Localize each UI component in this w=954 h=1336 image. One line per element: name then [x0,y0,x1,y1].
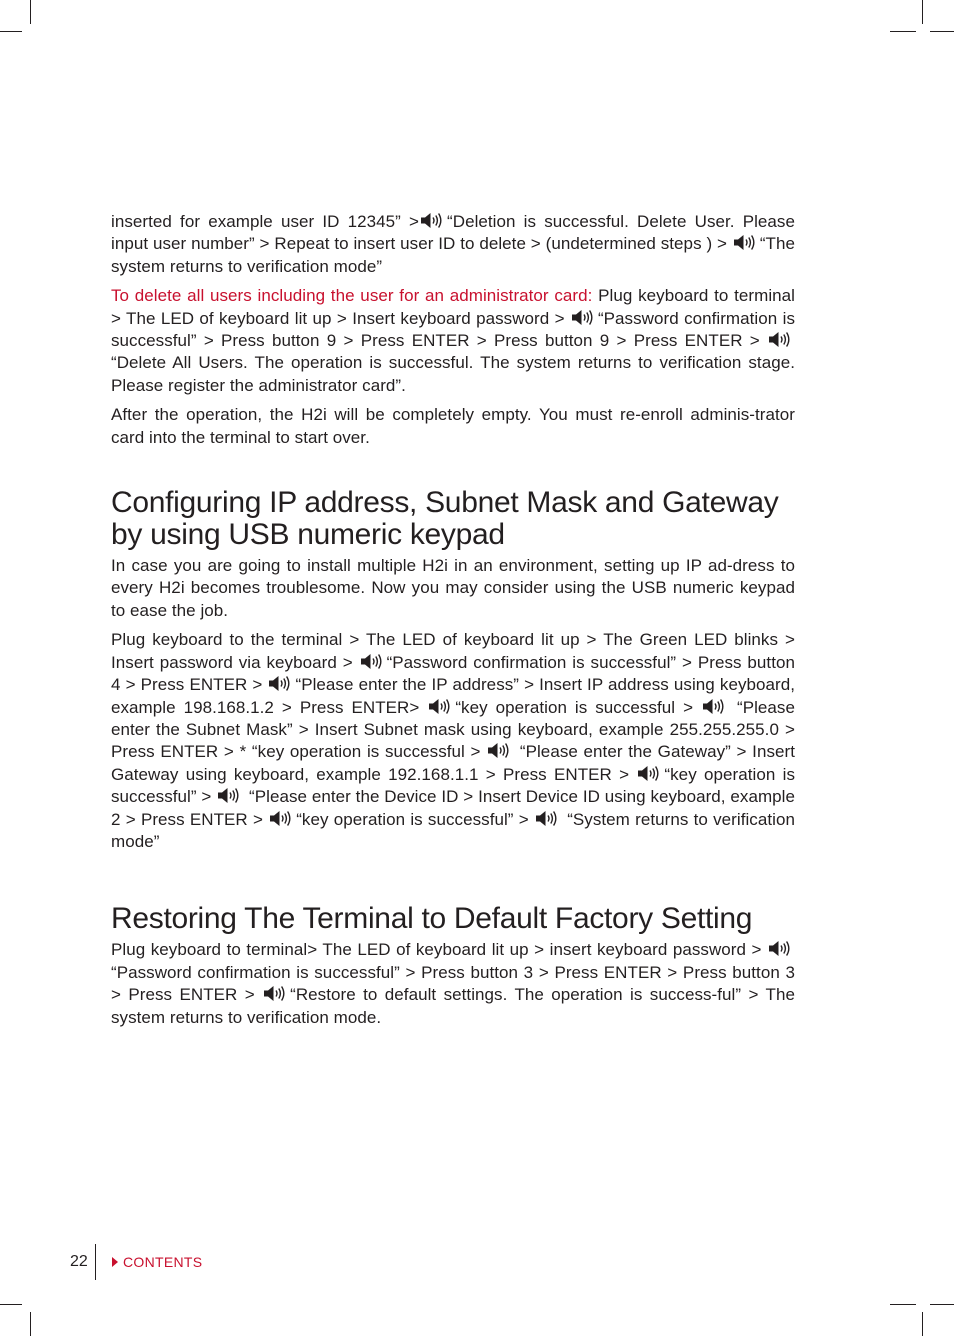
text-run: “Please enter the Subnet Mask” > Insert Subnet mask using keyboard, example 255.255.255.0 > Press ENTER > * “key operation is successful > [111,697,795,762]
speaker-icon [535,810,559,827]
speaker-icon [217,787,241,804]
speaker-icon [269,810,293,827]
crop-mark [930,31,954,32]
text-run: “Please enter the Device ID > Insert Device ID using keyboard, example 2 > Press ENTER > [111,787,795,829]
text-run: “key operation is successful” > [111,764,796,807]
page-number: 22 [70,1253,88,1270]
speaker-icon [263,985,287,1002]
speaker-icon [768,331,792,348]
speaker-icon [571,309,595,326]
text-run: “key operation is successful > [455,697,694,717]
section-heading-ip: Configuring IP address, Subnet Mask and Gateway by using USB numeric keypad [111,486,779,552]
speaker-icon [768,940,792,957]
main-column [111,211,795,1036]
text-run: “Password confirmation is successful” > Press button 4 > Press ENTER > [111,652,795,695]
crop-mark [0,1304,22,1305]
text-run: “Please enter the Gateway” > Insert Gateway using keyboard, example 192.168.1.1 > Press ENTER > [111,742,795,784]
paragraph-delete-user [111,211,795,278]
speaker-icon [360,653,384,670]
crop-mark [930,1304,954,1305]
section-heading-reset: Restoring The Terminal to Default Factory Setting [111,902,753,936]
text-run: Plug keyboard to terminal > The LED of keyboard lit up > Insert keyboard password > [111,286,796,328]
speaker-icon [268,675,292,692]
paragraph-delete-all [111,285,795,397]
speaker-icon [637,765,661,782]
paragraph-after-operation: After the operation, the H2i will be completely empty. You must re-enroll adminis-trator card into the terminal to start over. [111,405,795,447]
paragraph-ip-intro: In case you are going to install multiple H2i in an environment, setting up IP ad-dress to every H2i becomes troublesome. Now you may consider using the USB numeric keypad to ease the job. [111,556,795,620]
highlight-lead: To delete all users including the user for an administrator card: [111,286,593,306]
crop-mark [30,1312,31,1336]
crop-mark [922,1312,923,1336]
text-run: “key operation is successful” > [296,809,529,829]
triangle-right-icon [112,1257,118,1267]
crop-mark [30,0,31,24]
crop-mark [0,31,22,32]
speaker-icon [428,698,452,715]
text-run: “Please enter the IP address” > Insert IP address using keyboard, example 198.168.1.2 > Press ENTER> [111,675,796,717]
text-run: “Password confirmation is successful” > Press button 9 > Press ENTER > Press button 9 > Press ENTER > [111,308,795,351]
text-run: “Password confirmation is successful” > Press button 3 > Press ENTER > Press button 3 > Press ENTER > [111,962,795,1005]
speaker-icon [702,698,726,715]
contents-link-label: CONTENTS [123,1254,203,1270]
text-run: Plug keyboard to terminal> The LED of keyboard lit up > insert keyboard password > [111,940,762,960]
speaker-icon [487,742,511,759]
crop-mark [922,0,923,24]
text-run: “The system returns to verification mode” [111,234,795,276]
text-run: “System returns to verification mode” [111,809,795,851]
text-run: “Deletion is successful. Delete User. Please input user number” > Repeat to insert user ID to delete > (undetermined steps ) > [111,212,795,254]
text-run: Plug keyboard to the terminal > The LED of keyboard lit up > The Green LED blinks > Insert password via keyboard > [111,630,795,672]
crop-mark [890,1304,916,1305]
text-run: inserted for example user ID 12345” > [111,212,420,231]
paragraph-ip-steps [111,629,795,853]
paragraph-reset-steps [111,939,795,1029]
speaker-icon [733,234,757,251]
text-run: “Restore to default settings. The operation is success-ful” > The system returns to verification mode. [111,985,795,1027]
crop-mark [890,31,916,32]
contents-link[interactable] [112,1252,202,1272]
footer-divider [95,1244,96,1280]
text-run: “Delete All Users. The operation is successful. The system returns to verification stage. Please register the administrator card”. [111,353,795,395]
speaker-icon [420,212,444,229]
